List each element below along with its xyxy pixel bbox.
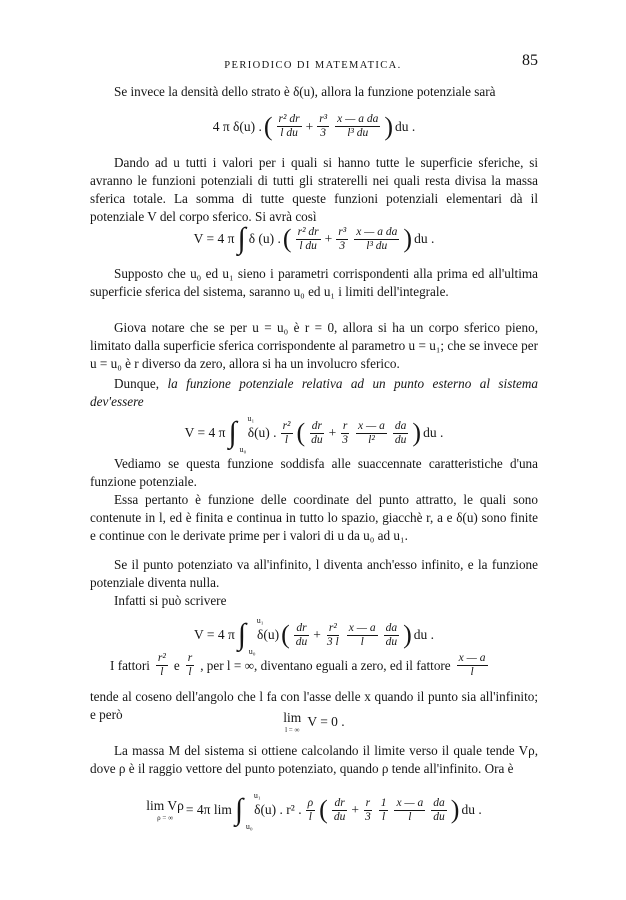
- paragraph-1: Se invece la densità dello strato è δ(u), allora la funzione potenziale sarà: [114, 84, 496, 99]
- paragraph-3: Supposto che u₀ ed u₁ sieno i parametri corrispondenti alla prima ed all'ultima superficie sferica del sistema, saranno u₀ ed u₁ i limiti dell'integrale.: [90, 266, 538, 299]
- f2-frac-2: $\frac{\text{r³}}{3}$: [338, 225, 347, 252]
- formula-6: lim Vρ ρ = ∞ = 4π lim ∫ u₁ u₀ δ(u) . r² . $\frac{\rho}{l}$ ( $\frac{dr}{du}$ + $\frac{r}{3}$ $\frac{1}{l}$ $\frac{x — a}{l}$ $\frac{da}{du}$ ) du .: [146, 791, 482, 831]
- frac-xa-l: $\frac{x — a}{l}$: [458, 652, 486, 678]
- f1-frac-1: $\frac{\text{r² dr}}{\text{l du}}$: [278, 113, 300, 139]
- f1-prefix: 4 π δ(u) .: [212, 118, 262, 134]
- formula-3: V = 4 π ∫ u₁ u₀ δ(u) . $\frac{\text{r²}}{l}$ ( $\frac{dr}{du}$ + $\frac{r}{3}$ $\frac{x — a}{\text{l²}}$ $\frac{da}{du}$ ) du .: [184, 414, 444, 454]
- running-header: PERIODICO DI MATEMATICA.: [224, 60, 402, 71]
- paren-open: (: [263, 111, 273, 141]
- f1-frac-2: $\frac{\text{r³}}{3}$: [319, 113, 328, 139]
- f2-suffix: du .: [414, 231, 435, 246]
- f1-suffix: du .: [395, 118, 416, 134]
- integral-sign: ∫ u₁ u₀: [237, 616, 264, 656]
- f1-frac-3: $\frac{\text{x — a da}}{\text{l³ du}}$: [337, 113, 379, 139]
- paren-close: ): [384, 111, 394, 141]
- formula-4: V = 4 π ∫ u₁ u₀ δ(u) ( $\frac{dr}{du}$ + $\frac{\text{r²}}{3 l}$ $\frac{x — a}{l}$ $\frac{da}{du}$ ) du .: [193, 616, 435, 656]
- frac-r-l: $\frac{r}{l}$: [187, 652, 193, 678]
- paragraph-11: tende al coseno dell'angolo che l fa con l'asse delle x quando il punto sia all'infinito; e però: [90, 689, 538, 722]
- limit: lim Vρ ρ = ∞: [146, 798, 184, 822]
- paragraph-5: Dunque, la funzione potenziale relativa ad un punto esterno al sistema dev'essere: [90, 376, 538, 409]
- paragraph-10: I fattori $\frac{\text{r²}}{l}$ e $\frac{r}{l}$ , per l = ∞, diventano eguali a zero, ed il fattore $\frac{x — a}{l}$: [110, 652, 486, 678]
- paragraph-12: La massa M del sistema si ottiene calcolando il limite verso il quale tende Vρ, dove ρ è il raggio vettore del punto potenziato, quando ρ tende all'infinito. Ora è: [90, 743, 538, 776]
- formula-2: V = 4 π ∫ δ (u) . ( $\frac{\text{r² dr}}{\text{l du}}$ + $\frac{\text{r³}}{3}$ $\frac{\text{x — a da}}{\text{l³ du}}$ ) du .: [193, 222, 435, 255]
- formula-5: lim l = ∞ V = 0 .: [283, 710, 345, 734]
- plus-sign: +: [305, 118, 314, 134]
- limit: lim l = ∞: [283, 710, 302, 734]
- f2-mid: δ (u) .: [248, 231, 281, 246]
- paragraph-8: Se il punto potenziato va all'infinito, l diventa anch'esso infinito, e la funzione potenziale diventa nulla.: [90, 557, 538, 590]
- formula-1: [90, 113, 538, 140]
- page-number: 85: [522, 52, 538, 69]
- paragraph-9: Infatti si può scrivere: [114, 593, 227, 608]
- integral-sign: ∫ u₁ u₀: [228, 414, 255, 454]
- integral-sign: ∫: [237, 222, 246, 255]
- paragraph-7: Essa pertanto è funzione delle coordinate del punto attratto, le quali sono contenute in l, ed è finita e continua in tutto lo spazio, giacchè r, a e δ(u) sono finite e continue con le derivate prime per i valori di u da u₀ ad u₁.: [90, 492, 538, 543]
- f2-frac-3: $\frac{\text{x — a da}}{\text{l³ du}}$: [356, 225, 398, 252]
- paragraph-4: Giova notare che se per u = u₀ è r = 0, allora si ha un corpo sferico pieno, limitato dalla superficie sferica corrispondente al parametro u = u₁; che se invece per u = u₀ è r diverso da zero, allora si ha un involucro sferico.: [90, 320, 538, 371]
- italic-statement: la funzione potenziale relativa ad un punto esterno al sistema dev'essere: [90, 376, 538, 409]
- frac-r2-l: $\frac{\text{r²}}{l}$: [157, 652, 166, 678]
- paragraph-2: Dando ad u tutti i valori per i quali si hanno tutte le superficie sferiche, si avranno le funzioni potenziali di tutti gli straterelli nei quali resta divisa la massa sferica totale. La somma di tutte queste funzioni potenziali elementari dà il potenziale V del corpo sferico. Si avrà così: [90, 155, 538, 224]
- paragraph-6: Vediamo se questa funzione soddisfa alle suaccennate caratteristiche d'una funzione potenziale.: [90, 456, 538, 489]
- integral-sign: ∫ u₁ u₀: [234, 791, 261, 831]
- f2-prefix: V = 4 π: [193, 231, 235, 246]
- f2-frac-1: $\frac{\text{r² dr}}{\text{l du}}$: [297, 225, 319, 252]
